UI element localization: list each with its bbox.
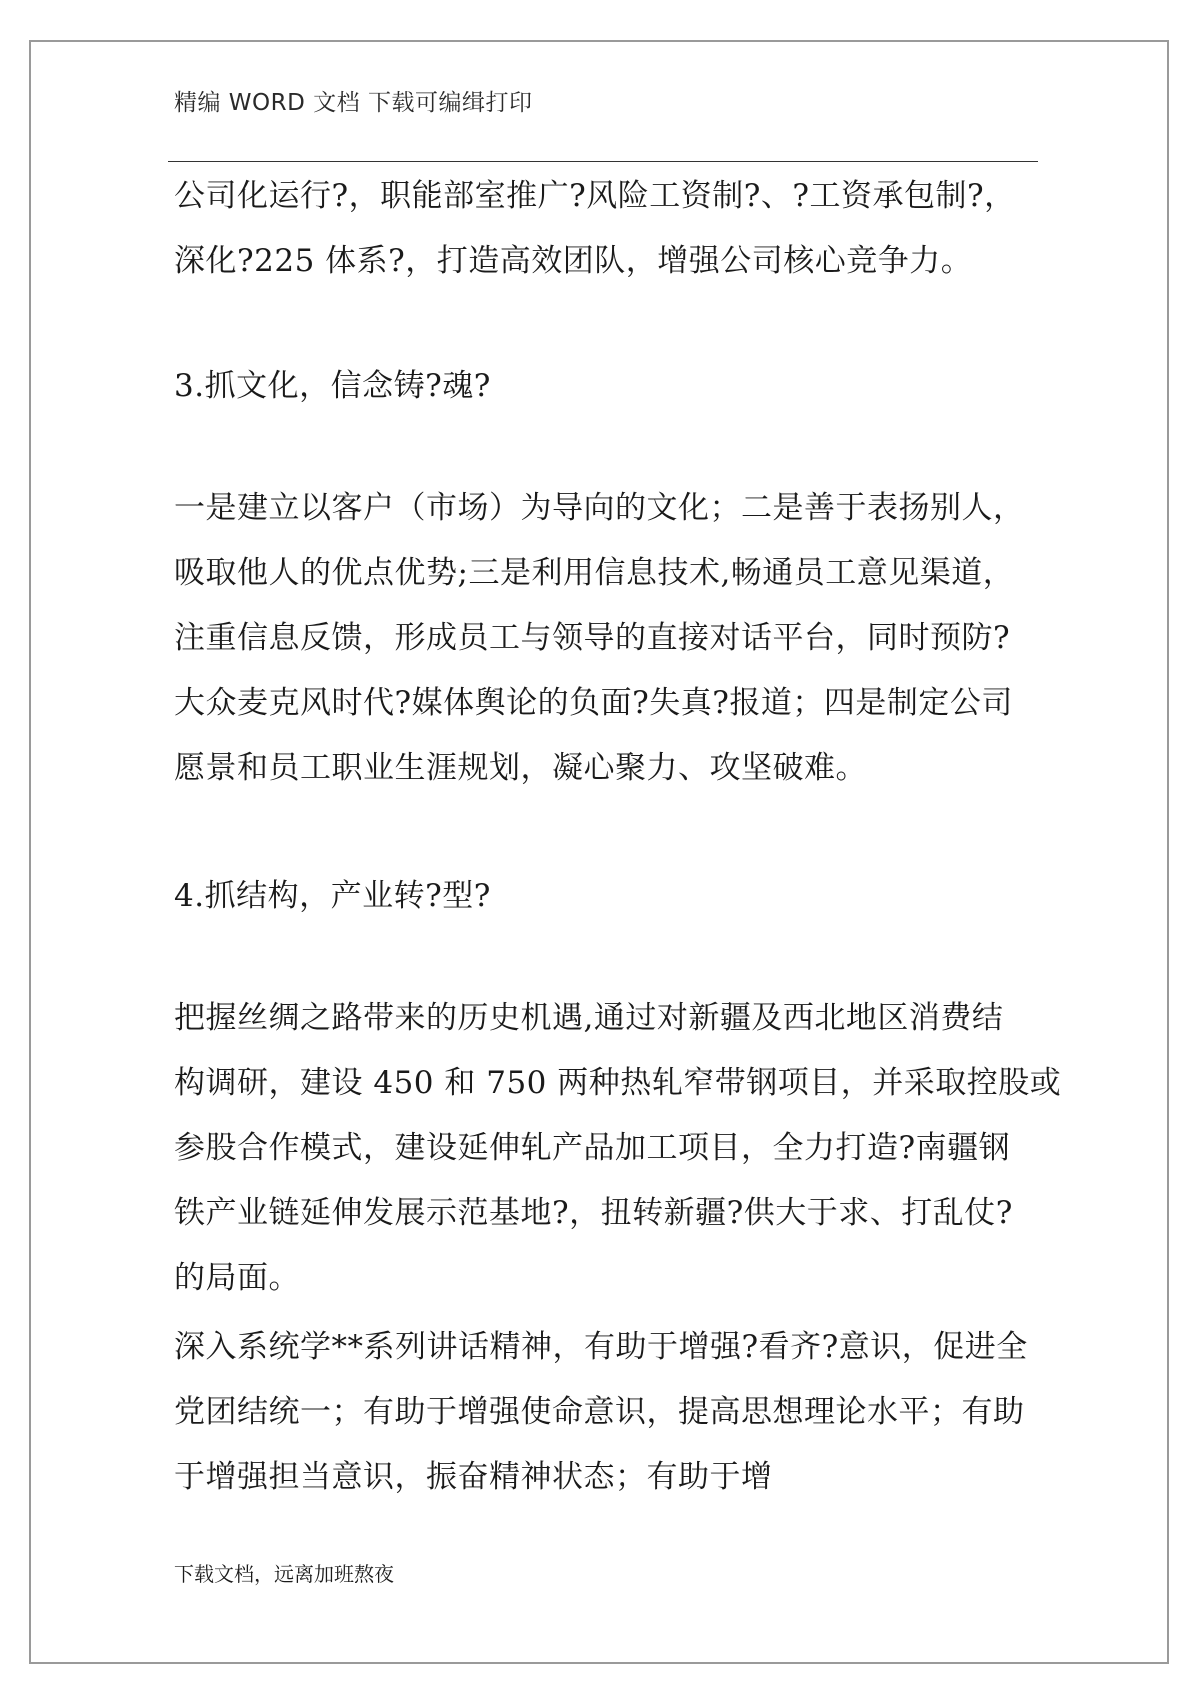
paragraph-5 bbox=[174, 986, 1062, 1311]
paragraph-3 bbox=[174, 476, 1040, 801]
paragraph-1 bbox=[174, 164, 1040, 294]
text-line: 党团结统一；有助于增强使命意识，提高思想理论水平；有助 bbox=[174, 1394, 1025, 1430]
text-line: 公司化运行?，职能部室推广?风险工资制?、?工资承包制?， bbox=[174, 178, 1016, 214]
text-line: 的局面。 bbox=[174, 1260, 300, 1296]
paragraph-6 bbox=[174, 1315, 1040, 1510]
text-line: 构调研，建设 450 和 750 两种热轧窄带钢项目，并采取控股或 bbox=[174, 1065, 1062, 1101]
text-line: 把握丝绸之路带来的历史机遇,通过对新疆及西北地区消费结 bbox=[174, 1000, 1004, 1036]
text-line: 4.抓结构，产业转?型? bbox=[174, 878, 491, 914]
header-divider bbox=[168, 161, 1038, 162]
text-line: 注重信息反馈，形成员工与领导的直接对话平台，同时预防? bbox=[174, 620, 1011, 656]
text-line: 铁产业链延伸发展示范基地?，扭转新疆?供大于求、打乱仗? bbox=[174, 1195, 1013, 1231]
text-line: 愿景和员工职业生涯规划，凝心聚力、攻坚破难。 bbox=[174, 750, 867, 786]
page-footer: 下载文档，远离加班熬夜 bbox=[174, 1562, 394, 1586]
text-line: 吸取他人的优点优势;三是利用信息技术,畅通员工意见渠道， bbox=[174, 555, 1015, 591]
text-line: 参股合作模式，建设延伸轧产品加工项目，全力打造?南疆钢 bbox=[174, 1130, 1011, 1166]
page-header: 精编 WORD 文档 下载可编缉打印 bbox=[174, 90, 533, 116]
text-line: 3.抓文化，信念铸?魂? bbox=[174, 368, 491, 404]
text-line: 大众麦克风时代?媒体舆论的负面?失真?报道；四是制定公司 bbox=[174, 685, 1013, 721]
text-line: 于增强担当意识，振奋精神状态；有助于增 bbox=[174, 1459, 773, 1495]
section-heading-4 bbox=[174, 864, 1040, 929]
text-line: 一是建立以客户（市场）为导向的文化；二是善于表扬别人， bbox=[174, 490, 1025, 526]
text-line: 深入系统学**系列讲话精神，有助于增强?看齐?意识，促进全 bbox=[174, 1329, 1028, 1365]
section-heading-3 bbox=[174, 354, 1040, 419]
text-line: 深化?225 体系?，打造高效团队，增强公司核心竞争力。 bbox=[174, 243, 973, 279]
